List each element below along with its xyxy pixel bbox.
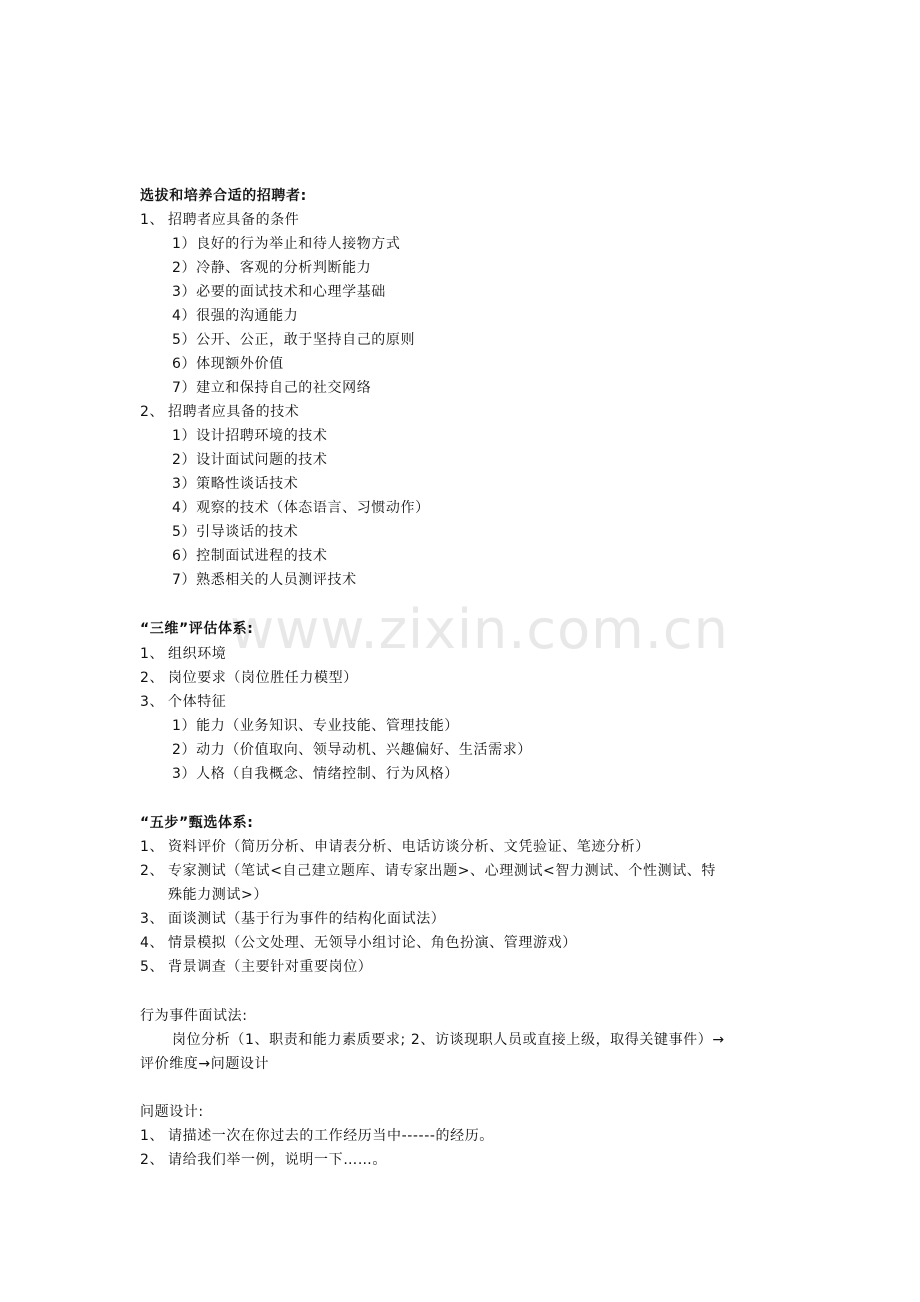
sub-item: 3）必要的面试技术和心理学基础 [172, 284, 386, 300]
sub-item: 2）设计面试问题的技术 [172, 452, 328, 468]
section-title-bei: 行为事件面试法: [140, 1008, 248, 1024]
list-label: 专家测试（笔试<自己建立题库、请专家出题>、心理测试<智力测试、个性测试、特 [168, 863, 716, 879]
watermark: www.zixin.com.cn [230, 598, 729, 661]
list-number: 1、 [140, 1128, 165, 1144]
list-label: 情景模拟（公文处理、无领导小组讨论、角色扮演、管理游戏） [168, 935, 577, 951]
list-number: 4、 [140, 935, 165, 951]
list-number: 3、 [140, 911, 165, 927]
list-number: 1、 [140, 646, 165, 662]
sub-item: 5）公开、公正，敢于坚持自己的原则 [172, 332, 416, 348]
list-number: 1、 [140, 839, 165, 855]
list-number: 3、 [140, 694, 165, 710]
sub-item: 3）策略性谈话技术 [172, 476, 299, 492]
sub-item: 4）观察的技术（体态语言、习惯动作） [172, 500, 430, 516]
list-label: 资料评价（简历分析、申请表分析、电话访谈分析、文凭验证、笔迹分析） [168, 839, 650, 855]
list-number: 5、 [140, 959, 165, 975]
sub-item: 4）很强的沟通能力 [172, 308, 299, 324]
section-title-recruiters: 选拔和培养合适的招聘者: [140, 188, 307, 204]
sub-item: 2）动力（价值取向、领导动机、兴趣偏好、生活需求） [172, 742, 532, 758]
list-label: 背景调查（主要针对重要岗位） [168, 959, 373, 975]
list-number: 2、 [140, 670, 165, 686]
list-label: 请描述一次在你过去的工作经历当中------的经历。 [168, 1128, 494, 1144]
list-label: 招聘者应具备的条件 [168, 212, 300, 228]
sub-item: 6）体现额外价值 [172, 356, 284, 372]
list-number: 2、 [140, 404, 165, 420]
sub-item: 6）控制面试进程的技术 [172, 548, 328, 564]
sub-item: 2）冷静、客观的分析判断能力 [172, 260, 372, 276]
sub-item: 5）引导谈话的技术 [172, 524, 299, 540]
list-number: 1、 [140, 212, 165, 228]
list-label-continuation: 殊能力测试>） [168, 887, 268, 903]
section-title-question-design: 问题设计: [140, 1104, 204, 1120]
list-label: 面谈测试（基于行为事件的结构化面试法） [168, 911, 446, 927]
sub-item: 7）熟悉相关的人员测评技术 [172, 572, 357, 588]
sub-item: 3）人格（自我概念、情绪控制、行为风格） [172, 766, 459, 782]
list-label: 请给我们举一例，说明一下……。 [168, 1152, 387, 1168]
list-number: 2、 [140, 863, 165, 879]
list-number: 2、 [140, 1152, 165, 1168]
list-label: 招聘者应具备的技术 [168, 404, 300, 420]
list-label: 个体特征 [168, 694, 227, 710]
paragraph-line: 评价维度→问题设计 [140, 1056, 270, 1072]
sub-item: 1）能力（业务知识、专业技能、管理技能） [172, 718, 459, 734]
section-title-five-step: “五步”甄选体系: [140, 815, 254, 831]
sub-item: 1）良好的行为举止和待人接物方式 [172, 236, 401, 252]
section-title-three-dimension: “三维”评估体系: [140, 621, 254, 637]
paragraph-line: 岗位分析（1、职责和能力素质要求; 2、访谈现职人员或直接上级，取得关键事件）→ [172, 1032, 725, 1048]
list-label: 岗位要求（岗位胜任力模型） [168, 670, 358, 686]
sub-item: 1）设计招聘环境的技术 [172, 428, 328, 444]
list-label: 组织环境 [168, 646, 227, 662]
sub-item: 7）建立和保持自己的社交网络 [172, 380, 372, 396]
